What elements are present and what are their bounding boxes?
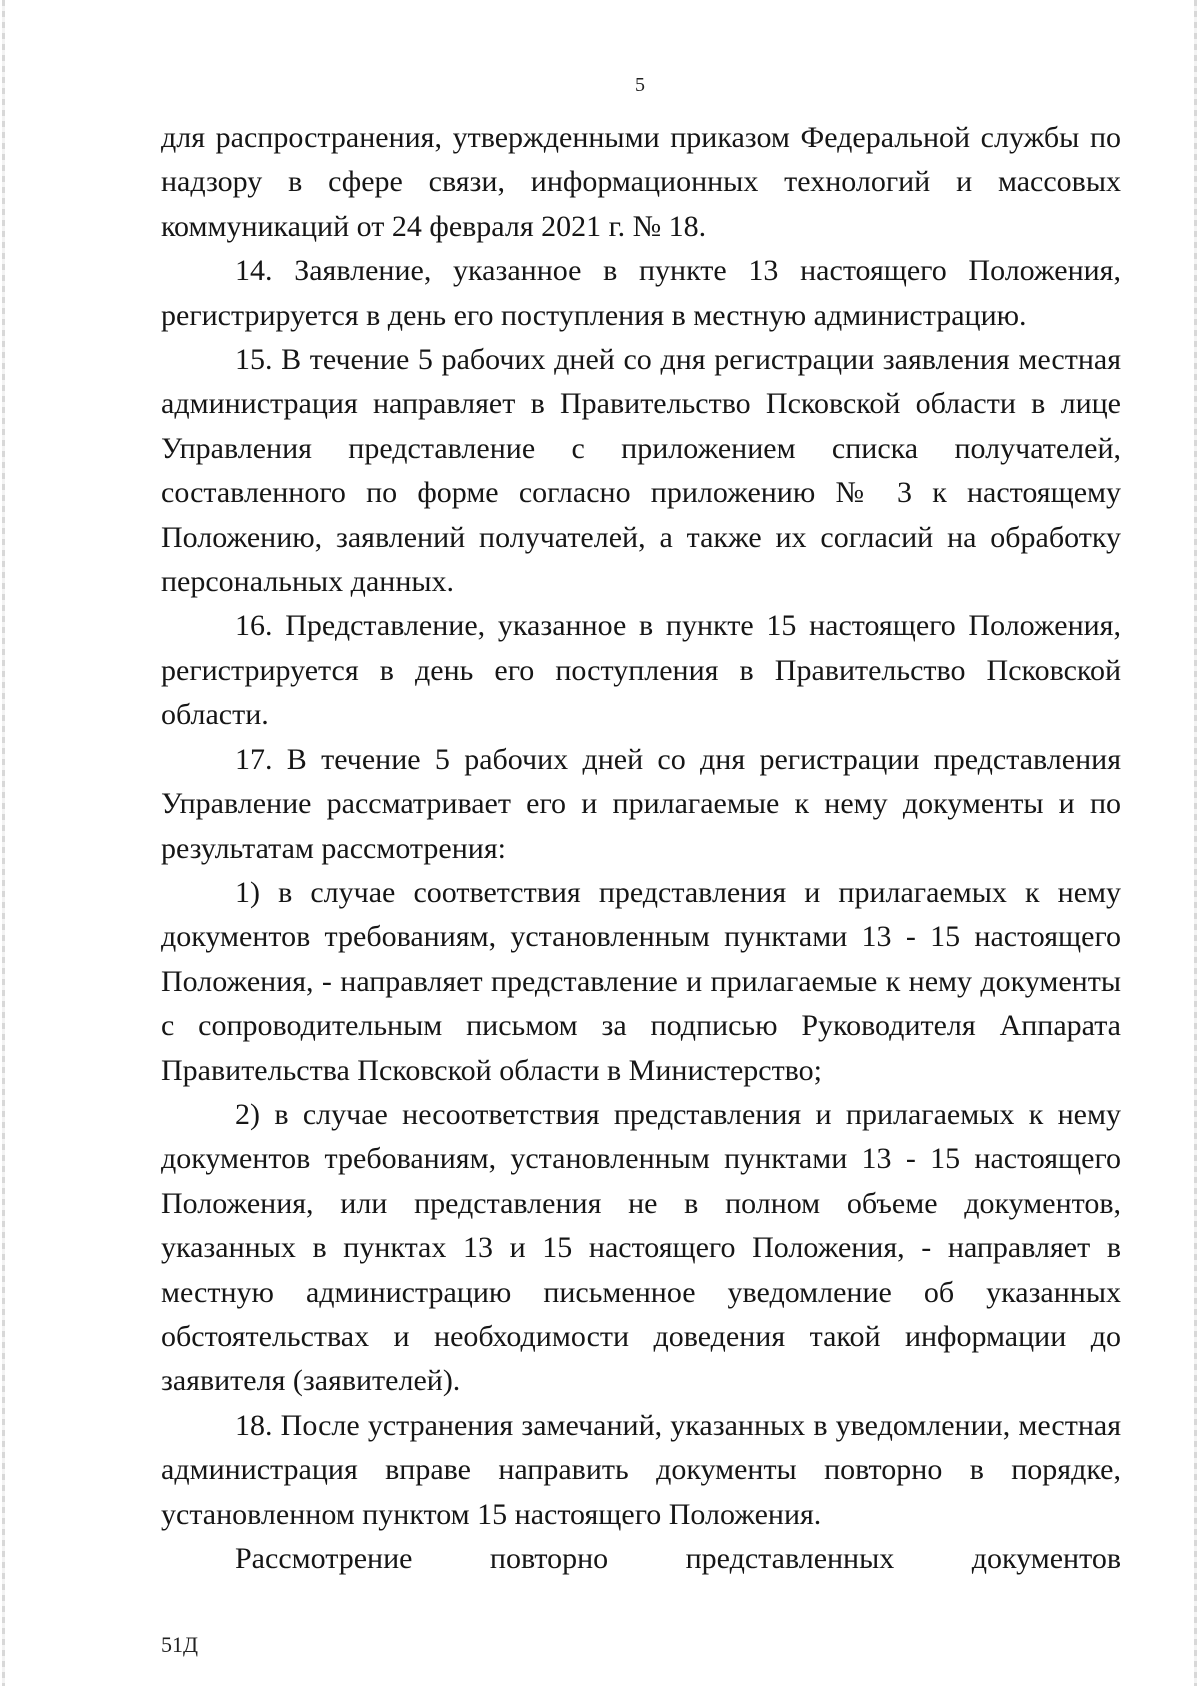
page-number: 5	[635, 74, 645, 96]
footer-document-code: 51Д	[161, 1632, 199, 1657]
paragraph-item-14: 14. Заявление, указанное в пункте 13 настоящего Положения, регистрируется в день его поступления в местную администрацию.	[161, 254, 1121, 332]
document-body	[161, 116, 1121, 1581]
paragraph-subitem-1: 1) в случае соответствия представления и прилагаемых к нему документов требованиям, установленным пунктами 13 - 15 настоящего Положения, - направляет представление и прилагаемые к нему документы с сопроводительным письмом за подписью Руководителя Аппарата Правительства Псковской области в Министерство;	[161, 875, 1121, 1087]
paragraph-continuation: для распространения, утвержденными приказом Федеральной службы по надзору в сфере связи, информационных технологий и массовых коммуникаций от 24 февраля 2021 г. № 18.	[161, 121, 1121, 243]
paragraph-item-15: 15. В течение 5 рабочих дней со дня регистрации заявления местная администрация направляет в Правительство Псковской области в лице Управления представление с приложением списка получателей, составленного по форме согласно приложению № 3 к настоящему Положению, заявлений получателей, а также их согласий на обработку персональных данных.	[161, 343, 1121, 599]
paragraph-item-16: 16. Представление, указанное в пункте 15 настоящего Положения, регистрируется в день его поступления в Правительство Псковской области.	[161, 609, 1121, 732]
paragraph-item-17: 17. В течение 5 рабочих дней со дня регистрации представления Управление рассматривает его и прилагаемые к нему документы и по результатам рассмотрения:	[161, 742, 1121, 865]
paragraph-continued: Рассмотрение повторно представленных документов	[235, 1542, 1121, 1575]
scan-edge-left	[2, 0, 5, 1686]
paragraph-subitem-2: 2) в случае несоответствия представления и прилагаемых к нему документов требованиям, установленным пунктами 13 - 15 настоящего Положения, или представления не в полном объеме документов, указанных в пунктах 13 и 15 настоящего Положения, - направляет в местную администрацию письменное уведомление об указанных обстоятельствах и необходимости доведения такой информации до заявителя (заявителей).	[161, 1097, 1121, 1398]
paragraph-item-18: 18. После устранения замечаний, указанных в уведомлении, местная администрация вправе направить документы повторно в порядке, установленном пунктом 15 настоящего Положения.	[161, 1408, 1121, 1531]
scan-edge-right	[1194, 0, 1197, 1686]
